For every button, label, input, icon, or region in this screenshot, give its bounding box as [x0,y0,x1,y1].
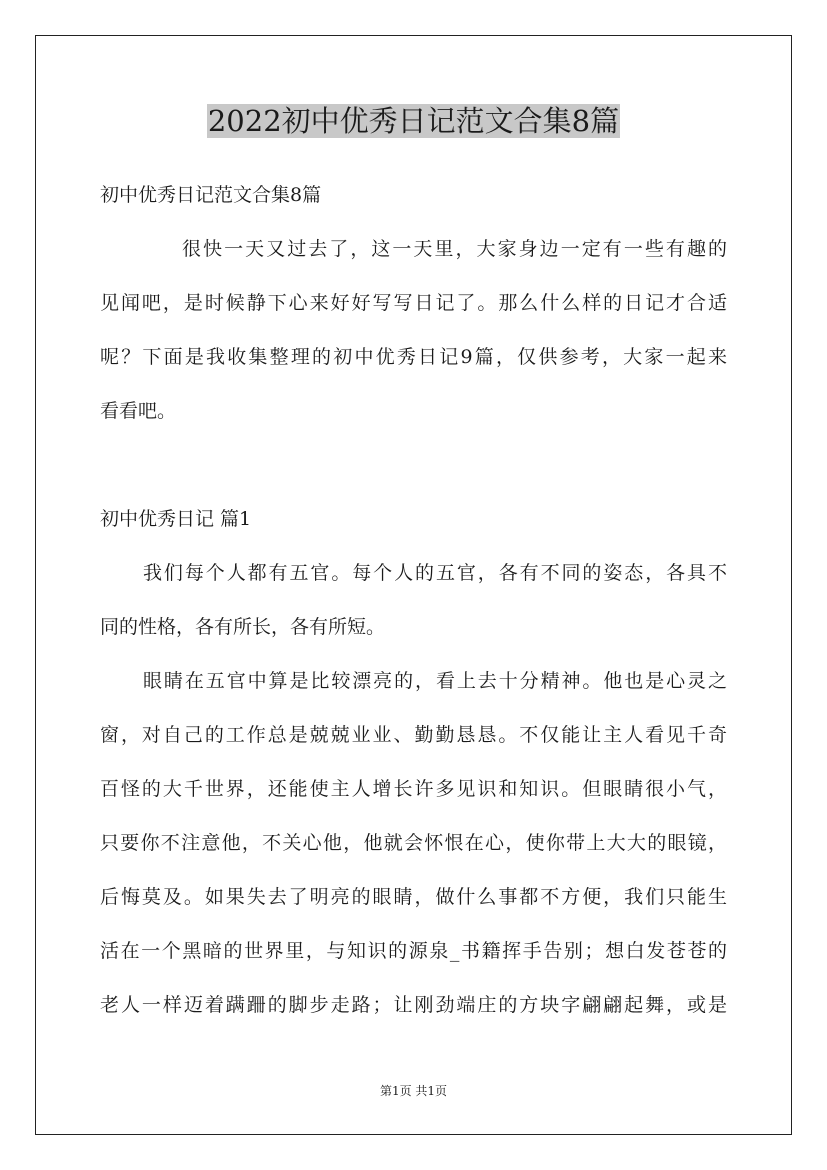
paragraph-line: 只要你不注意他，不关心他，他就会怀恨在心，使你带上大大的眼镜， [100,832,727,854]
paragraph-line: 窗，对自己的工作总是兢兢业业、勤勤恳恳。不仅能让主人看见千奇 [100,724,727,746]
paragraph-line: 百怪的大千世界，还能使主人增长许多见识和知识。但眼睛很小气， [100,778,727,800]
paragraph-line: 活在一个黑暗的世界里，与知识的源泉_书籍挥手告别；想白发苍苍的 [100,940,727,962]
section-heading: 初中优秀日记 篇1 [100,508,252,530]
intro-line: 看看吧。 [100,400,177,422]
paragraph-line: 同的性格，各有所长，各有所短。 [100,616,386,638]
document-subtitle: 初中优秀日记范文合集8篇 [100,184,322,206]
intro-line: 见闻吧，是时候静下心来好好写写日记了。那么什么样的日记才合适 [100,292,727,314]
paragraph-line: 眼睛在五官中算是比较漂亮的，看上去十分精神。他也是心灵之 [143,670,727,692]
intro-line: 呢？下面是我收集整理的初中优秀日记9篇，仅供参考，大家一起来 [100,346,727,368]
intro-line: 很快一天又过去了，这一天里，大家身边一定有一些有趣的 [182,238,727,260]
page-footer: 第1页 共1页 [379,1084,448,1098]
document-title: 2022初中优秀日记范文合集8篇 [207,104,620,138]
paragraph-line: 我们每个人都有五官。每个人的五官，各有不同的姿态，各具不 [143,562,727,584]
paragraph-line: 后悔莫及。如果失去了明亮的眼睛，做什么事都不方便，我们只能生 [100,886,727,908]
paragraph-line: 老人一样迈着蹒跚的脚步走路；让刚劲端庄的方块字翩翩起舞，或是 [100,994,727,1016]
